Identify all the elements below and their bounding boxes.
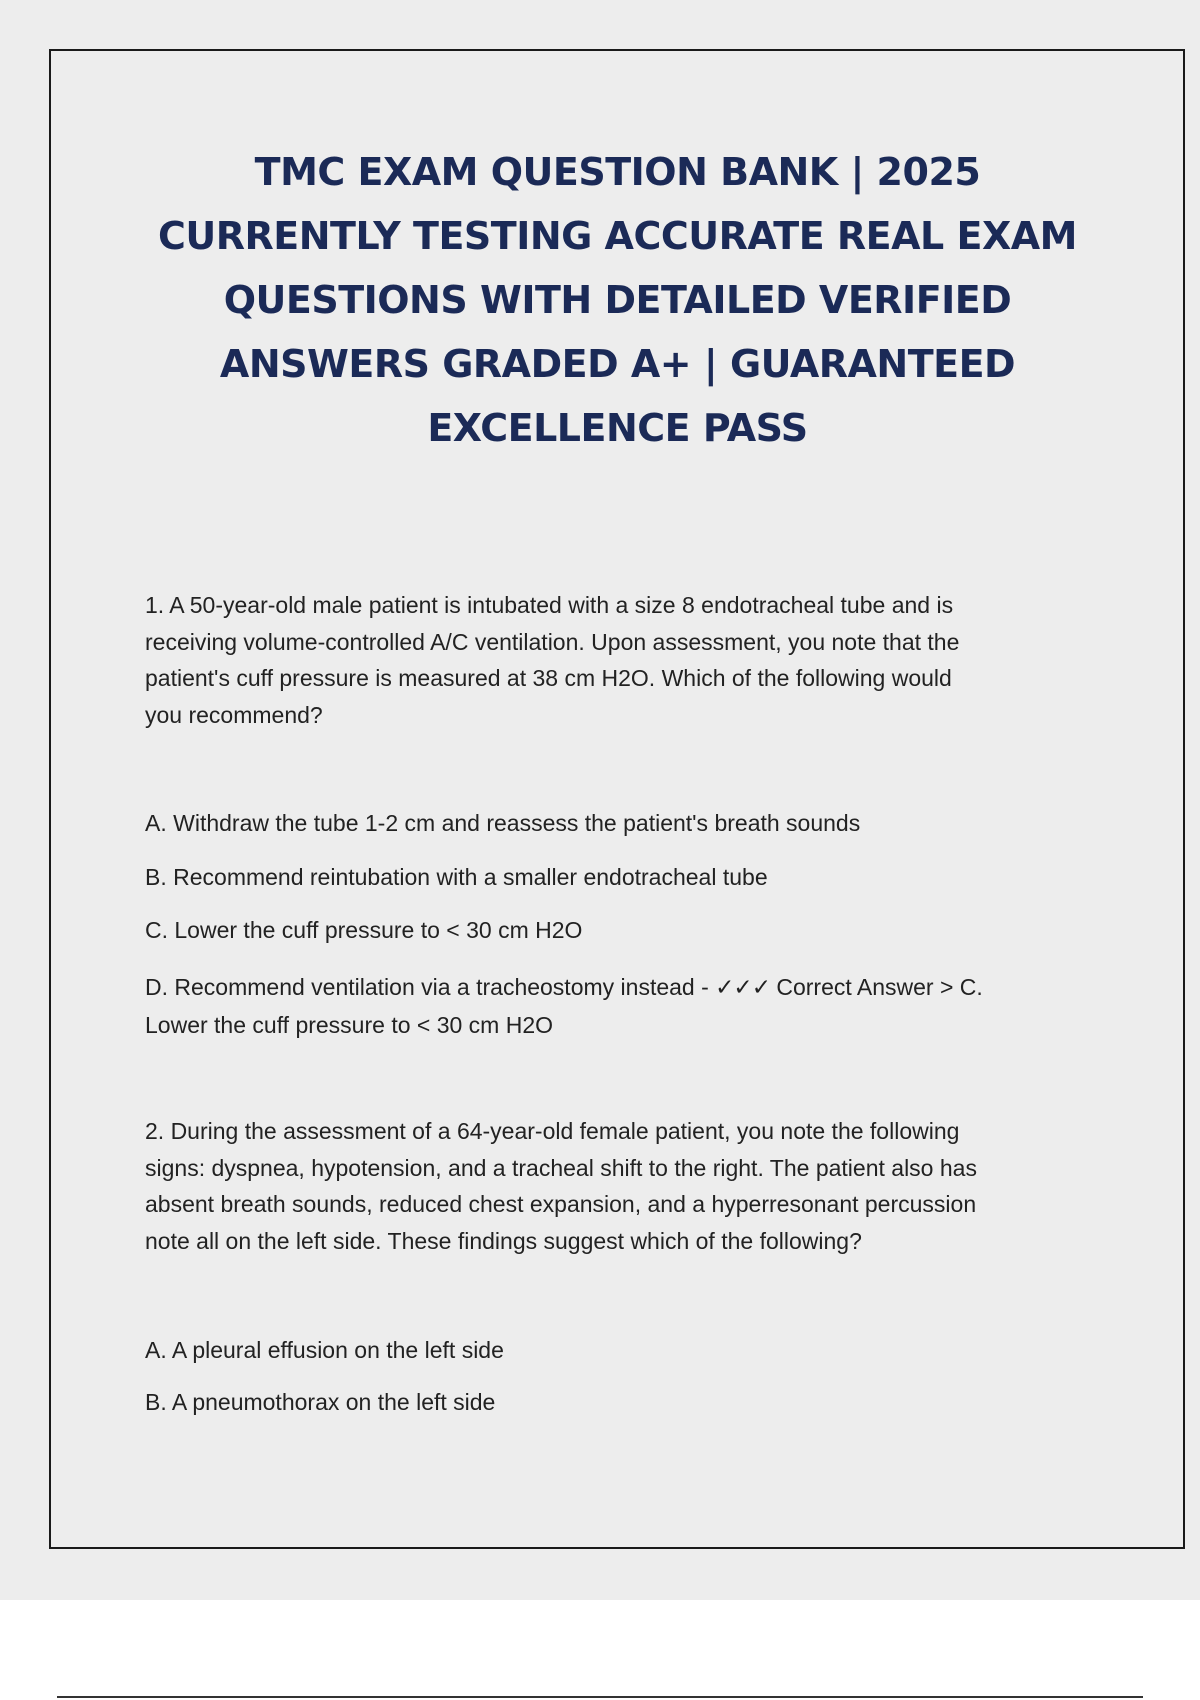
stem-line: signs: dyspnea, hypotension, and a tracheal shift to the right. The patient also has — [145, 1154, 977, 1181]
title-line: CURRENTLY TESTING ACCURATE REAL EXAM — [158, 214, 1077, 258]
stem-line: note all on the left side. These findings suggest which of the following? — [145, 1227, 862, 1254]
stem-line: 1. A 50-year-old male patient is intubated with a size 8 endotracheal tube and is — [145, 592, 954, 618]
title-line: QUESTIONS WITH DETAILED VERIFIED — [223, 278, 1012, 322]
question-1-option-a: A. Withdraw the tube 1-2 cm and reassess the patient's breath sounds — [145, 810, 861, 836]
question-1-option-d — [145, 968, 1105, 1044]
question-2-option-b: B. A pneumothorax on the left side — [145, 1389, 496, 1415]
footer-divider — [57, 1696, 1143, 1698]
question-2-option-a: A. A pleural effusion on the left side — [145, 1337, 504, 1363]
question-1-stem — [145, 587, 1105, 733]
option-d-line-1 — [145, 968, 1105, 1006]
question-1-option-b: B. Recommend reintubation with a smaller endotracheal tube — [145, 864, 768, 890]
checkmark-icon: ✓✓✓ — [715, 974, 770, 1000]
option-d-text: D. Recommend ventilation via a tracheostomy instead - — [145, 974, 716, 1000]
stem-line: you recommend? — [145, 701, 323, 728]
stem-line: patient's cuff pressure is measured at 38 cm H2O. Which of the following would — [145, 665, 952, 691]
question-1 — [145, 587, 1105, 733]
stem-line: receiving volume-controlled A/C ventilation. Upon assessment, you note that the — [145, 628, 960, 655]
question-2-stem — [145, 1113, 1105, 1259]
stem-line: absent breath sounds, reduced chest expansion, and a hyperresonant percussion — [145, 1191, 977, 1217]
title-line: EXCELLENCE PASS — [427, 406, 808, 450]
question-2 — [145, 1113, 1105, 1259]
question-1-option-c: C. Lower the cuff pressure to < 30 cm H2O — [145, 917, 583, 943]
correct-answer-text: Lower the cuff pressure to < 30 cm H2O — [145, 1012, 554, 1038]
title-line: TMC EXAM QUESTION BANK | 2025 — [254, 150, 981, 194]
correct-answer-label: Correct Answer > C. — [769, 974, 983, 1000]
title-line: ANSWERS GRADED A+ | GUARANTEED — [219, 342, 1016, 386]
stem-line: 2. During the assessment of a 64-year-old female patient, you note the following — [145, 1118, 960, 1144]
document-title — [100, 140, 1135, 460]
